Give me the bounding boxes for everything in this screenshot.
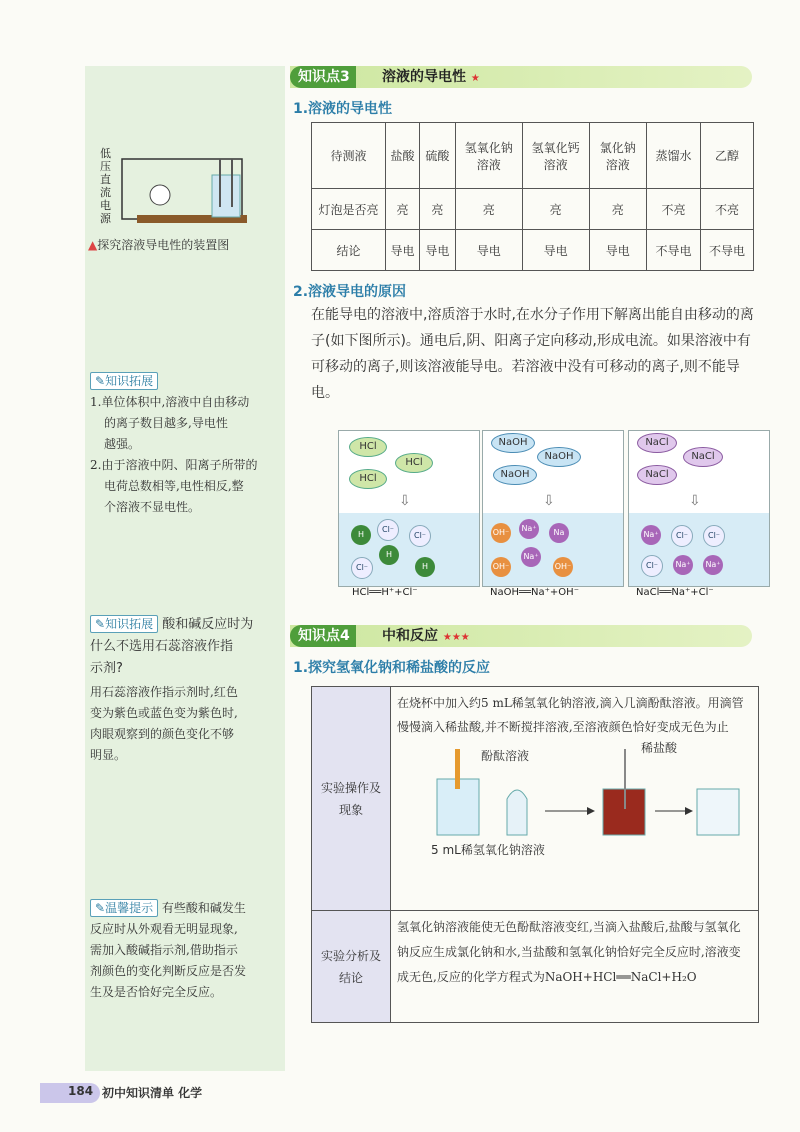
hcl-solution: H Cl⁻ Cl⁻ H Cl⁻ H bbox=[339, 513, 479, 586]
nacl-solution: Na⁺ Cl⁻ Cl⁻ Cl⁻ Na⁺ Na⁺ bbox=[629, 513, 769, 586]
star-icon: ★★★ bbox=[442, 632, 470, 643]
conductivity-table bbox=[311, 122, 754, 271]
tag-knowledge-extension-2: ✎知识拓展 bbox=[90, 615, 158, 633]
naoh-molecule: NaOH bbox=[493, 465, 537, 485]
hcl-molecule: HCl bbox=[349, 469, 387, 489]
knowledge-box-2: ✎知识拓展 酸和碱反应时为 什么不选用石蕊溶液作指 示剂? bbox=[90, 617, 254, 676]
box3-text: ✎温馨提示 有些酸和碱发生 反应时从外观看无明显现象, 需加入酸碱指示剂,借助指示 剂颜色的变化判断反应是否发 生及是否恰好完全反应。 bbox=[90, 901, 247, 999]
naoh-molecule: NaOH bbox=[537, 447, 581, 467]
label-dilute-hcl: 稀盐酸 bbox=[641, 741, 678, 755]
kp4-banner bbox=[290, 625, 752, 647]
hcl-molecule: HCl bbox=[395, 453, 433, 473]
nacl-molecule: NaCl bbox=[637, 433, 677, 453]
table-row: 实验操作及现象 在烧杯中加入约5 mL稀氢氧化钠溶液,滴入几滴酚酞溶液。用滴管慢慢滴入稀盐酸,并不断搅拌溶液,至溶液颜色恰好变成无色为止 酚酞溶液 稀盐酸 5 mL稀氢氧化钠溶液 bbox=[312, 687, 759, 911]
naoh-solution: OH⁻ Na⁺ Na Na⁺ OH⁻ OH⁻ bbox=[483, 513, 623, 586]
arrow-down-icon: ⇩ bbox=[689, 493, 701, 509]
nacl-beaker bbox=[628, 430, 770, 587]
apparatus-label: 低压直流电源 bbox=[100, 147, 111, 225]
arrow-down-icon: ⇩ bbox=[543, 493, 555, 509]
paragraph-conduction-reason: 在能导电的溶液中,溶质溶于水时,在水分子作用下解离出能自由移动的离子(如下图所示)。通电后,阴、阳离子定向移动,形成电流。如果溶液中有可移动的离子,则该溶液能导电。若溶液中没有可移动的离子,则不能导电。 bbox=[311, 307, 754, 401]
nacl-molecule: NaCl bbox=[637, 465, 677, 485]
row-label: 实验分析及结论 bbox=[312, 911, 391, 1023]
kp4-label: 知识点4 bbox=[290, 625, 356, 647]
kp3-title: 溶液的导电性 ★ bbox=[382, 69, 480, 85]
label-naoh-solution: 5 mL稀氢氧化钠溶液 bbox=[431, 843, 545, 857]
box1-text: 1.单位体积中,溶液中自由移动 的离子数目越多,导电性 越强。 2.由于溶液中阴、阳离子所带的 电荷总数相等,电性相反,整 个溶液不显电性。 bbox=[90, 395, 258, 514]
page-number: 184 bbox=[68, 1084, 94, 1098]
naoh-molecule: NaOH bbox=[491, 433, 535, 453]
box2-text: 用石蕊溶液作指示剂时,红色 变为紫色或蓝色变为紫色时, 肉眼观察到的颜色变化不够 明显。 bbox=[90, 685, 238, 762]
label-phenolphthalein: 酚酞溶液 bbox=[481, 749, 530, 763]
book-title: 初中知识清单 化学 bbox=[102, 1086, 203, 1100]
naoh-beaker bbox=[482, 430, 624, 587]
table-header-row: 待测液 盐酸 硫酸 氢氧化钠溶液 氢氧化钙溶液 氯化钠溶液 蒸馏水 乙醇 bbox=[312, 123, 754, 189]
circuit-diagram bbox=[92, 145, 272, 235]
experiment-table bbox=[311, 686, 759, 1023]
naoh-equation: NaOH══Na⁺+OH⁻ bbox=[490, 587, 579, 598]
nacl-equation: NaCl══Na⁺+Cl⁻ bbox=[636, 587, 714, 598]
triangle-icon: ▲ bbox=[88, 238, 98, 252]
kp3-label: 知识点3 bbox=[290, 66, 356, 88]
kp3-banner bbox=[290, 66, 752, 88]
section-title-3: 1.探究氢氧化钠和稀盐酸的反应 bbox=[293, 660, 491, 676]
tag-warm-tip: ✎温馨提示 bbox=[90, 899, 158, 917]
knowledge-box-1 bbox=[90, 370, 158, 390]
section-title-2: 2.溶液导电的原因 bbox=[293, 284, 407, 300]
table-row: 实验分析及结论 氢氧化钠溶液能使无色酚酞溶液变红,当滴入盐酸后,盐酸与氢氧化钠反应生成氯化钠和水,当盐酸和氢氧化钠恰好完全反应时,溶液变成无色,反应的化学方程式为NaOH+HCl══NaCl+H₂O bbox=[312, 911, 759, 1023]
kp4-title: 中和反应 ★★★ bbox=[382, 628, 470, 644]
nacl-molecule: NaCl bbox=[683, 447, 723, 467]
hcl-equation: HCl══H⁺+Cl⁻ bbox=[352, 587, 418, 598]
experiment-figure bbox=[397, 739, 752, 863]
table-row: 结论 导电 导电 导电 导电 导电 不导电 不导电 bbox=[312, 230, 754, 271]
row-label: 实验操作及现象 bbox=[312, 687, 391, 911]
section-title-1: 1.溶液的导电性 bbox=[293, 101, 393, 117]
hcl-molecule: HCl bbox=[349, 437, 387, 457]
tag-knowledge-extension-1: ✎知识拓展 bbox=[90, 372, 158, 390]
apparatus-figure bbox=[92, 145, 272, 235]
hcl-beaker bbox=[338, 430, 480, 587]
star-icon: ★ bbox=[470, 73, 480, 84]
arrow-down-icon: ⇩ bbox=[399, 493, 411, 509]
table-row: 灯泡是否亮 亮 亮 亮 亮 亮 不亮 不亮 bbox=[312, 189, 754, 230]
apparatus-caption: ▲探究溶液导电性的装置图 bbox=[88, 238, 230, 252]
